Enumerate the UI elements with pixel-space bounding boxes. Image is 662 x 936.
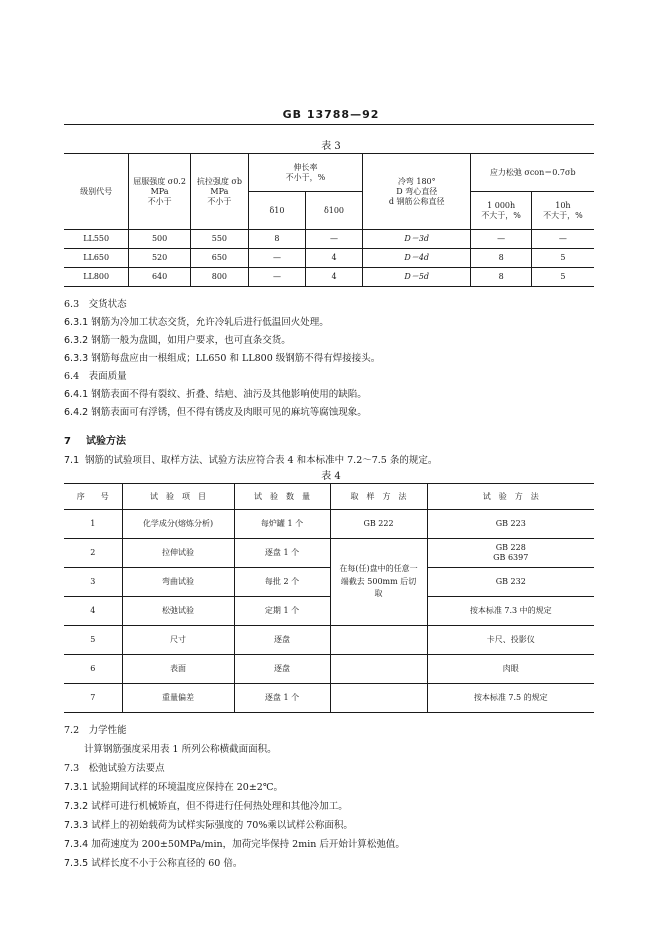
clause-6-3-2 (64, 332, 291, 346)
t3-header-delta10: δ10 (248, 192, 305, 230)
t3-header-relax-1000h-2: 不大于，% (481, 210, 521, 220)
t3-cell: LL800 (64, 268, 129, 287)
t3-cell: D＝3d (363, 230, 471, 249)
t3-header-relax-10h (531, 192, 594, 230)
clause-6-4-1 (64, 386, 367, 400)
t3-header-yield-3: 不小于 (147, 196, 172, 206)
t3-header-elongation (248, 154, 362, 192)
t4-merged-sampling: 在每(任)盘中的任意一端截去 500mm 后切取 (330, 539, 427, 626)
section-7-title (64, 432, 126, 447)
t4-cell: 3 (64, 568, 122, 597)
t4-cell: 重量偏差 (122, 684, 234, 713)
t3-cell: — (531, 230, 594, 249)
t3-header-bend-2: D 弯心直径 (396, 186, 438, 196)
t3-header-relax-1000h-1: 1 000h (487, 200, 516, 210)
table-row (64, 568, 594, 597)
clause-text: 试样上的初始载荷为试样实际强度的 70%乘以试样公称面积。 (91, 820, 353, 831)
t4-cell: 6 (64, 655, 122, 684)
t3-header-tensile-1: 抗拉强度 σb (196, 176, 242, 186)
t4-cell: 逐盘 1 个 (234, 539, 330, 568)
clause-7-3-4 (64, 836, 405, 850)
t4-cell: 7 (64, 684, 122, 713)
clause-number: 6.3.3 (64, 353, 89, 364)
t3-cell: — (248, 268, 305, 287)
t3-header-elongation-2: 不小于，% (285, 172, 326, 182)
t3-header-elongation-1: 伸长率 (293, 162, 318, 172)
clause-text: 加荷速度为 200±50MPa/min，加荷完毕保持 2min 后开始计算松弛值。 (91, 839, 405, 850)
clause-7-3-5 (64, 855, 242, 869)
t3-header-relax-1000h (471, 192, 531, 230)
t4-cell: 4 (64, 597, 122, 626)
clause-6-3-1 (64, 314, 329, 328)
clause-text: 试验期间试样的环境温度应保持在 20±2℃。 (91, 782, 283, 793)
t4-cell: 每炉罐 1 个 (234, 510, 330, 539)
t3-header-delta100: δ100 (305, 192, 362, 230)
clause-6-3-3 (64, 350, 380, 364)
t3-cell: 8 (248, 230, 305, 249)
table-3 (64, 153, 594, 287)
table-row (64, 655, 594, 684)
table3-caption: 表 3 (321, 141, 341, 152)
t3-header-yield (129, 154, 190, 230)
clause-7-3-1 (64, 779, 283, 793)
t3-header-grade: 级别代号 (64, 154, 129, 230)
t4-cell: 按本标准 7.3 中的规定 (427, 597, 594, 626)
t3-cell: 4 (305, 249, 362, 268)
table-row (64, 626, 594, 655)
t4-cell: 化学成分(熔炼分析) (122, 510, 234, 539)
table-row (64, 268, 594, 287)
clause-text: 钢筋为冷加工状态交货，允许冷轧后进行低温回火处理。 (91, 317, 329, 328)
t3-cell: 520 (129, 249, 190, 268)
t4-cell: 松弛试验 (122, 597, 234, 626)
clause-7-1 (64, 452, 437, 466)
t4-cell: 按本标准 7.5 的规定 (427, 684, 594, 713)
t4-cell-empty (330, 655, 427, 684)
t4-cell-empty (330, 684, 427, 713)
clause-number: 7.1 (64, 455, 80, 466)
clause-6-4-2 (64, 404, 367, 418)
t4-cell: 拉伸试验 (122, 539, 234, 568)
t3-cell: — (305, 230, 362, 249)
clause-text: 试样长度不小于公称直径的 60 倍。 (91, 858, 243, 869)
page-header-standard-number: GB 13788—92 (282, 108, 380, 121)
clause-number: 6.3.2 (64, 335, 89, 346)
clause-text: 钢筋表面可有浮锈，但不得有锈皮及肉眼可见的麻坑等腐蚀现象。 (91, 407, 367, 418)
clause-number: 6.3.1 (64, 317, 89, 328)
table-row (64, 249, 594, 268)
t3-cell: 4 (305, 268, 362, 287)
t4-cell: 弯曲试验 (122, 568, 234, 597)
t3-header-bend (363, 154, 471, 230)
t4-cell: 尺寸 (122, 626, 234, 655)
section-7-2-text: 计算钢筋强度采用表 1 所列公称横截面面积。 (84, 744, 277, 755)
section-6-3-title: 6.3 交货状态 (64, 299, 127, 310)
t4-header-method: 试 验 方 法 (427, 484, 594, 510)
t3-header-tensile-3: 不小于 (207, 196, 232, 206)
t3-header-tensile-2: MPa (210, 186, 229, 196)
t4-cell: GB 223 (427, 510, 594, 539)
t3-cell: LL550 (64, 230, 129, 249)
t3-header-relax-10h-1: 10h (555, 200, 571, 210)
t4-cell: 定期 1 个 (234, 597, 330, 626)
t3-cell: 640 (129, 268, 190, 287)
clause-text: 钢筋表面不得有裂纹、折叠、结疤、油污及其他影响使用的缺陷。 (91, 389, 367, 400)
clause-number: 7.3.1 (64, 782, 89, 793)
table-row (64, 230, 594, 249)
t4-cell: 逐盘 (234, 655, 330, 684)
t4-cell: 卡尺、投影仪 (427, 626, 594, 655)
section-title-text: 试验方法 (86, 436, 126, 447)
table-row (64, 684, 594, 713)
t4-header-sampling: 取 样 方 法 (330, 484, 427, 510)
t4-cell: 2 (64, 539, 122, 568)
t3-cell: — (248, 249, 305, 268)
table-row (64, 539, 594, 568)
clause-number: 7.3.2 (64, 801, 89, 812)
t3-cell: D＝5d (363, 268, 471, 287)
t4-cell: 逐盘 1 个 (234, 684, 330, 713)
t3-cell: 8 (471, 249, 531, 268)
t4-header-quantity: 试 验 数 量 (234, 484, 330, 510)
t3-header-yield-1: 屈服强度 σ0.2 (133, 176, 186, 186)
t3-cell: — (471, 230, 531, 249)
clause-number: 7.3.4 (64, 839, 89, 850)
section-number: 7 (64, 436, 71, 447)
clause-text: 钢筋每盘应由一根组成；LL650 和 LL800 级钢筋不得有焊接接头。 (91, 353, 381, 364)
t3-header-relaxation: 应力松弛 σcon＝0.7σb (471, 154, 594, 192)
t4-header-item: 试 验 项 目 (122, 484, 234, 510)
clause-text: 钢筋的试验项目、取样方法、试验方法应符合表 4 和本标准中 7.2～7.5 条的规定。 (85, 455, 438, 466)
t3-header-tensile (190, 154, 248, 230)
clause-7-3-3 (64, 817, 353, 831)
t3-cell: LL650 (64, 249, 129, 268)
clause-text: 试样可进行机械矫直，但不得进行任何热处理和其他冷加工。 (91, 801, 348, 812)
table-row (64, 597, 594, 626)
t3-header-relax-10h-2: 不大于，% (543, 210, 583, 220)
table4-caption: 表 4 (321, 471, 341, 482)
clause-number: 7.3.3 (64, 820, 89, 831)
t4-cell: GB 222 (330, 510, 427, 539)
clause-number: 7.3.5 (64, 858, 89, 869)
t4-cell: 1 (64, 510, 122, 539)
table-4 (64, 483, 594, 713)
clause-text: 钢筋一般为盘圆，如用户要求，也可直条交货。 (91, 335, 291, 346)
t3-cell: 5 (531, 249, 594, 268)
t4-cell: GB 232 (427, 568, 594, 597)
clause-number: 6.4.1 (64, 389, 89, 400)
t4-cell-empty (330, 626, 427, 655)
t3-cell: 550 (190, 230, 248, 249)
t4-cell: 每批 2 个 (234, 568, 330, 597)
t3-cell: 8 (471, 268, 531, 287)
t4-cell: GB 228 GB 6397 (427, 539, 594, 568)
section-7-2-title: 7.2 力学性能 (64, 725, 127, 736)
clause-7-3-2 (64, 798, 348, 812)
t3-header-yield-2: MPa (150, 186, 169, 196)
t4-cell: 5 (64, 626, 122, 655)
t4-cell: 肉眼 (427, 655, 594, 684)
t3-header-bend-3: d 钢筋公称直径 (388, 196, 445, 206)
t4-cell: 逐盘 (234, 626, 330, 655)
t3-cell: 500 (129, 230, 190, 249)
t4-cell: 表面 (122, 655, 234, 684)
table-row (64, 510, 594, 539)
clause-number: 6.4.2 (64, 407, 89, 418)
section-7-3-title: 7.3 松弛试验方法要点 (64, 763, 165, 774)
t3-cell: D＝4d (363, 249, 471, 268)
header-rule (64, 124, 594, 125)
t3-cell: 5 (531, 268, 594, 287)
t4-header-no: 序 号 (64, 484, 122, 510)
section-6-4-title: 6.4 表面质量 (64, 371, 127, 382)
t3-cell: 800 (190, 268, 248, 287)
t3-header-bend-1: 冷弯 180° (397, 176, 436, 186)
t3-cell: 650 (190, 249, 248, 268)
